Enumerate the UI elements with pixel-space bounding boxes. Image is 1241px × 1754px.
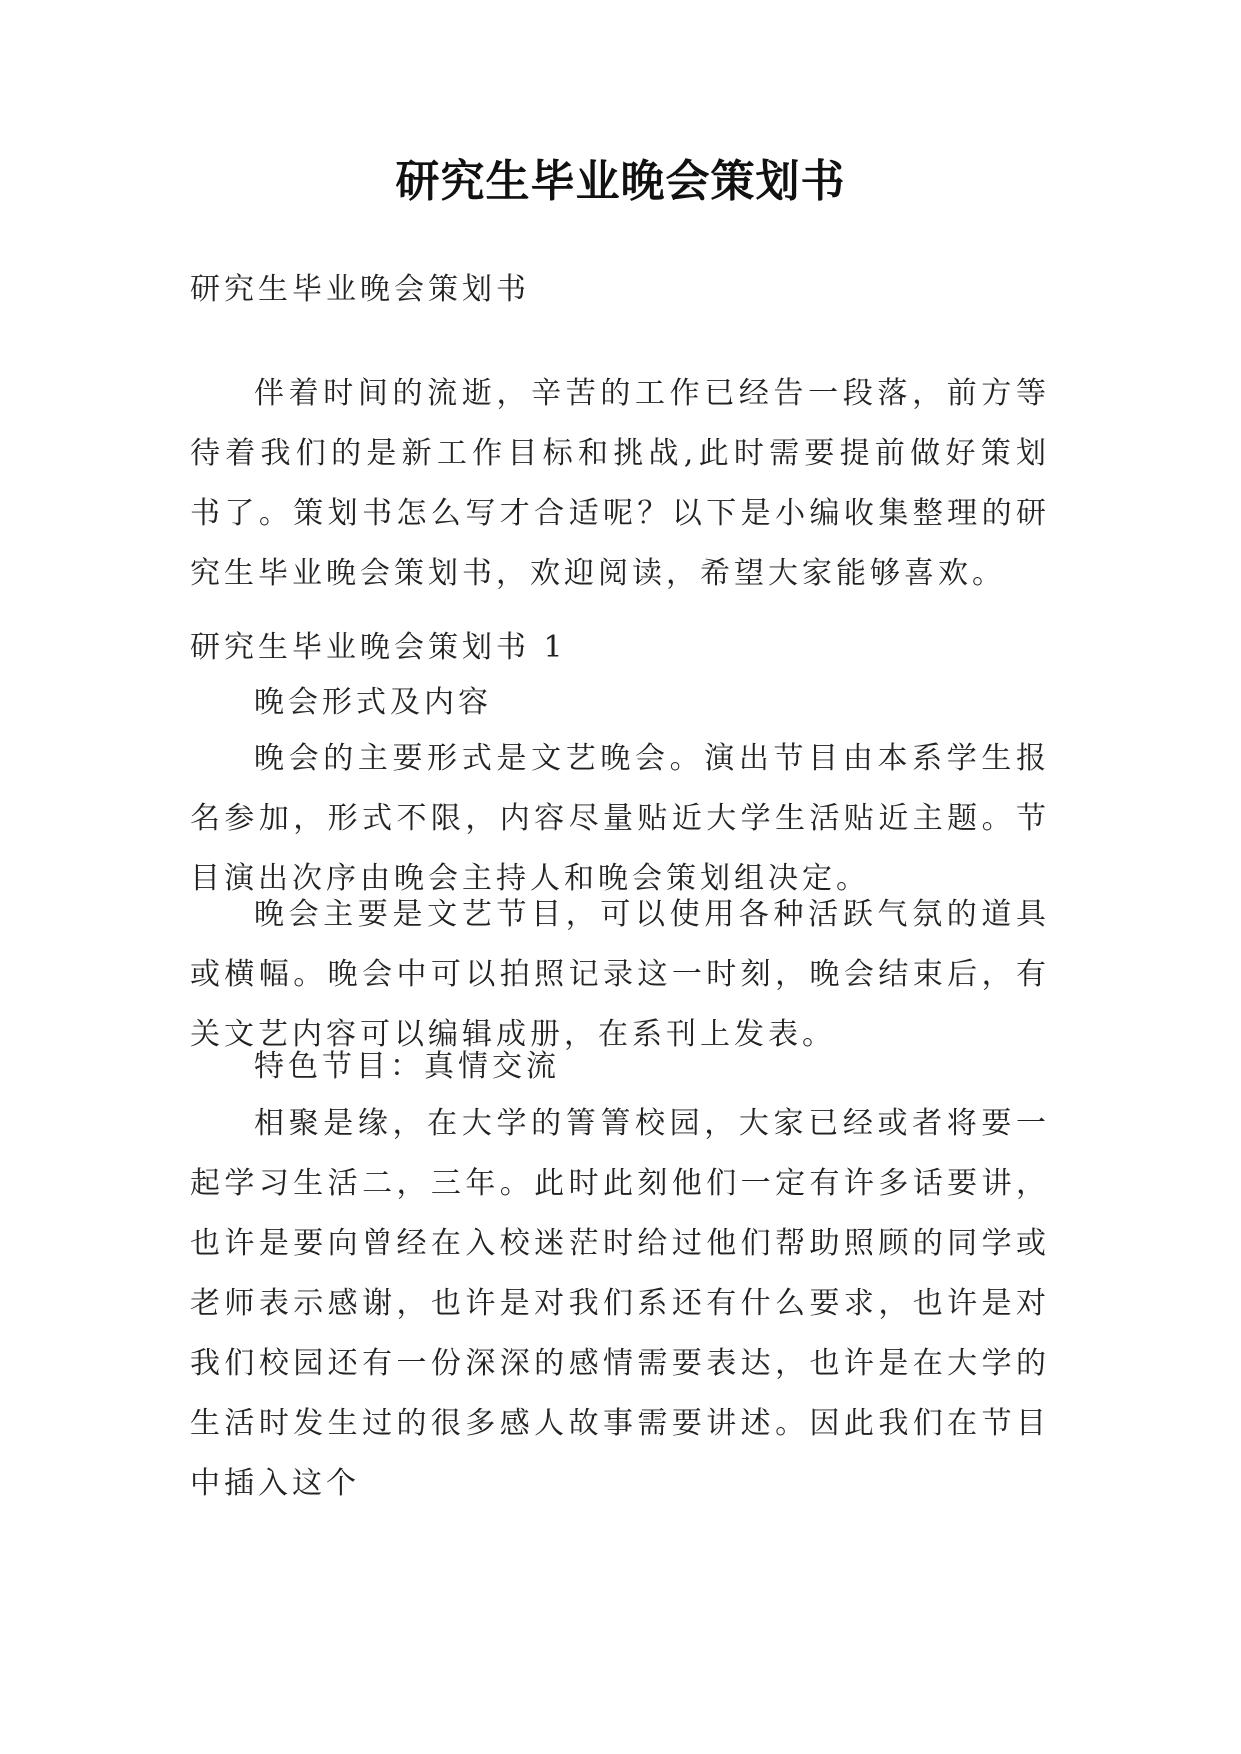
feature-heading: 特色节目：真情交流 (254, 1049, 560, 1084)
paragraph-form: 晚会的主要形式是文艺晚会。演出节目由本系学生报名参加，形式不限，内容尽量贴近大学生活贴近主题。节目演出次序由晚会主持人和晚会策划组决定。 (190, 741, 1050, 896)
document-title: 研究生毕业晚会策划书 (395, 156, 846, 207)
paragraph-feature: 相聚是缘，在大学的箐箐校园，大家已经或者将要一起学习生活二，三年。此时此刻他们一定有许多话要讲，也许是要向曾经在入校迷茫时给过他们帮助照顾的同学或老师表示感谢，也许是对我们系还有什么要求，也许是对我们校园还有一份深深的感情需要表达，也许是在大学的生活时发生过的很多感人故事需要讲述。因此我们在节目中插入这个 (190, 1106, 1050, 1501)
form-heading: 晚会形式及内容 (254, 685, 492, 720)
intro-paragraph: 伴着时间的流逝，辛苦的工作已经告一段落，前方等待着我们的是新工作目标和挑战,此时需要提前做好策划书了。策划书怎么写才合适呢？以下是小编收集整理的研究生毕业晚会策划书，欢迎阅读，希望大家能够喜欢。 (190, 376, 1050, 591)
subtitle: 研究生毕业晚会策划书 (190, 272, 530, 307)
section-heading: 研究生毕业晚会策划书 1 (190, 630, 567, 665)
paragraph-program: 晚会主要是文艺节目，可以使用各种活跃气氛的道具或横幅。晚会中可以拍照记录这一时刻，晚会结束后，有关文艺内容可以编辑成册，在系刊上发表。 (190, 897, 1050, 1052)
